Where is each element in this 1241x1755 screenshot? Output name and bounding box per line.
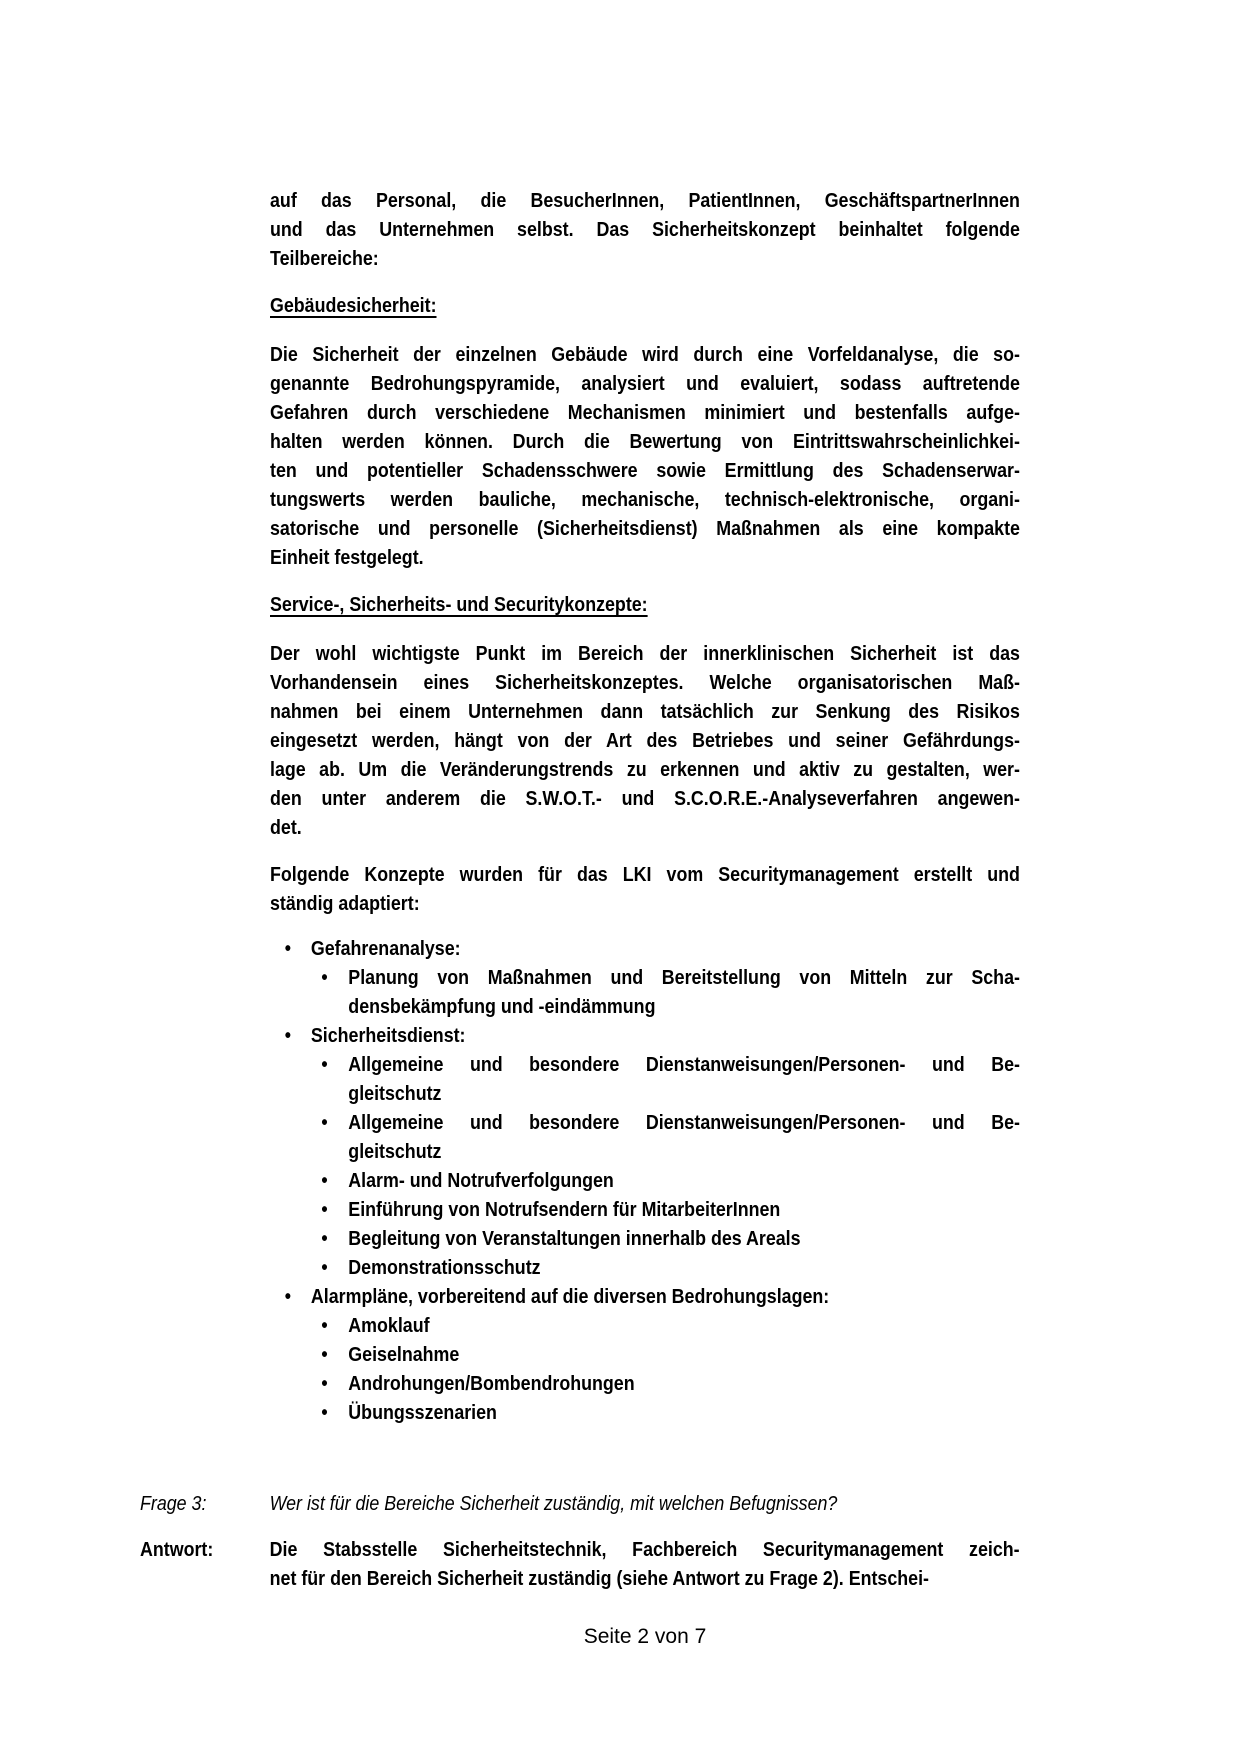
text-line: gleitschutz <box>348 1082 442 1105</box>
text-line: ständig adaptiert: <box>270 892 420 915</box>
text-line: Allgemeine und besondere Dienstanweisungen/Personen- und Be- <box>348 1111 1020 1134</box>
sub-bullet-text <box>348 963 1020 1021</box>
service-concepts-paragraph <box>270 639 1020 842</box>
bullet-item <box>270 1282 1020 1311</box>
bullet-label: Sicherheitsdienst: <box>310 1024 466 1047</box>
sub-bullet-text <box>348 1195 1020 1224</box>
document-body <box>270 186 1020 1427</box>
sub-bullet-text <box>348 1369 1020 1398</box>
bullet-icon: • <box>321 1169 328 1192</box>
text-line: satorische und personelle (Sicherheitsdienst) Maßnahmen als eine kompakte <box>270 517 1020 540</box>
sub-bullet-item <box>270 1108 1020 1166</box>
text-line: den unter anderem die S.W.O.T.- und S.C.O.R.E.-Analyseverfahren angewen- <box>270 787 1020 810</box>
text-line: Der wohl wichtigste Punkt im Bereich der innerklinischen Sicherheit ist das <box>270 642 1020 665</box>
text-line: Die Stabsstelle Sicherheitstechnik, Fachbereich Securitymanagement zeich- <box>269 1538 1020 1561</box>
text-line: Übungsszenarien <box>348 1401 497 1424</box>
sub-bullet-text <box>348 1166 1020 1195</box>
text-line: Geiselnahme <box>348 1343 460 1366</box>
answer-label: Antwort: <box>140 1538 214 1561</box>
sub-bullet-item <box>270 1311 1020 1340</box>
page-footer: Seite 2 von 7 <box>583 1625 707 1648</box>
text-line: Einheit festgelegt. <box>270 546 424 569</box>
text-line: nahmen bei einem Unternehmen dann tatsächlich zur Senkung des Risikos <box>270 700 1020 723</box>
text-line: gleitschutz <box>348 1140 442 1163</box>
sub-bullet-item <box>270 1166 1020 1195</box>
bullet-icon: • <box>321 1314 328 1337</box>
intro-paragraph <box>270 186 1020 273</box>
sub-bullet-item <box>270 1253 1020 1282</box>
sub-bullet-text <box>348 1311 1020 1340</box>
text-line: net für den Bereich Sicherheit zuständig (siehe Antwort zu Frage 2). Entschei- <box>269 1567 929 1590</box>
sub-bullet-item <box>270 1398 1020 1427</box>
bullet-item <box>270 934 1020 963</box>
text-line: und das Unternehmen selbst. Das Sicherheitskonzept beinhaltet folgende <box>270 218 1020 241</box>
text-line: eingesetzt werden, hängt von der Art des Betriebes und seiner Gefährdungs- <box>270 729 1020 752</box>
answer-row <box>140 1535 1020 1593</box>
sub-bullet-text <box>348 1224 1020 1253</box>
bullet-icon: • <box>321 1343 328 1366</box>
sub-bullet-text <box>348 1340 1020 1369</box>
text-line: Androhungen/Bombendrohungen <box>348 1372 635 1395</box>
bullet-icon: • <box>321 1256 328 1279</box>
text-line: densbekämpfung und -eindämmung <box>348 995 656 1018</box>
question-text: Wer ist für die Bereiche Sicherheit zuständig, mit welchen Befugnissen? <box>269 1492 838 1515</box>
question-row <box>140 1489 1020 1518</box>
text-line: ten und potentieller Schadensschwere sowie Ermittlung des Schadenserwar- <box>270 459 1020 482</box>
sub-bullet-item <box>270 963 1020 1021</box>
heading-service-security-concepts: Service-, Sicherheits- und Securitykonzepte: <box>270 593 648 616</box>
bullet-icon: • <box>321 1198 328 1221</box>
bullet-icon: • <box>321 1227 328 1250</box>
text-line: Folgende Konzepte wurden für das LKI vom Securitymanagement erstellt und <box>270 863 1020 886</box>
sub-bullet-text <box>348 1398 1020 1427</box>
building-security-paragraph <box>270 340 1020 572</box>
text-line: Demonstrationsschutz <box>348 1256 541 1279</box>
text-line: Einführung von Notrufsendern für MitarbeiterInnen <box>348 1198 781 1221</box>
sub-bullet-item <box>270 1340 1020 1369</box>
text-line: lage ab. Um die Veränderungstrends zu erkennen und aktiv zu gestalten, wer- <box>270 758 1020 781</box>
qa-section <box>140 1489 1020 1593</box>
text-line: Die Sicherheit der einzelnen Gebäude wird durch eine Vorfeldanalyse, die so- <box>270 343 1020 366</box>
bullet-icon: • <box>321 1111 328 1134</box>
bullet-icon: • <box>284 1024 292 1047</box>
question-label: Frage 3: <box>140 1492 207 1515</box>
text-line: Vorhandensein eines Sicherheitskonzeptes. Welche organisatorischen Maß- <box>270 671 1020 694</box>
text-line: tungswerts werden bauliche, mechanische, technisch-elektronische, organi- <box>270 488 1020 511</box>
text-line: Teilbereiche: <box>270 247 379 270</box>
text-line: Amoklauf <box>348 1314 430 1337</box>
answer-text <box>270 1535 1020 1593</box>
sub-bullet-text <box>348 1108 1020 1166</box>
sub-bullet-item <box>270 1224 1020 1253</box>
bullet-label: Alarmpläne, vorbereitend auf die diversen Bedrohungslagen: <box>310 1285 830 1308</box>
heading-building-security: Gebäudesicherheit: <box>270 294 437 317</box>
bullet-label: Gefahrenanalyse: <box>310 937 461 960</box>
bullet-icon: • <box>321 966 328 989</box>
text-line: Alarm- und Notrufverfolgungen <box>348 1169 614 1192</box>
text-line: Gefahren durch verschiedene Mechanismen minimiert und bestenfalls aufge- <box>270 401 1020 424</box>
text-line: Allgemeine und besondere Dienstanweisungen/Personen- und Be- <box>348 1053 1020 1076</box>
bullet-icon: • <box>284 937 292 960</box>
bullet-icon: • <box>284 1285 292 1308</box>
bullet-icon: • <box>321 1401 328 1424</box>
sub-bullet-text <box>348 1253 1020 1282</box>
text-line: auf das Personal, die BesucherInnen, PatientInnen, GeschäftspartnerInnen <box>270 189 1020 212</box>
bullet-icon: • <box>321 1053 328 1076</box>
concepts-bullet-list <box>270 934 1020 1427</box>
bullet-item <box>270 1021 1020 1050</box>
text-line: halten werden können. Durch die Bewertung von Eintrittswahrscheinlichkei- <box>270 430 1020 453</box>
sub-bullet-item <box>270 1369 1020 1398</box>
sub-bullet-item <box>270 1195 1020 1224</box>
text-line: det. <box>270 816 302 839</box>
text-line: Planung von Maßnahmen und Bereitstellung von Mitteln zur Scha- <box>348 966 1020 989</box>
sub-bullet-item <box>270 1050 1020 1108</box>
text-line: genannte Bedrohungspyramide, analysiert und evaluiert, sodass auftretende <box>270 372 1020 395</box>
bullet-icon: • <box>321 1372 328 1395</box>
sub-bullet-text <box>348 1050 1020 1108</box>
concepts-intro-paragraph <box>270 860 1020 918</box>
text-line: Begleitung von Veranstaltungen innerhalb des Areals <box>348 1227 801 1250</box>
